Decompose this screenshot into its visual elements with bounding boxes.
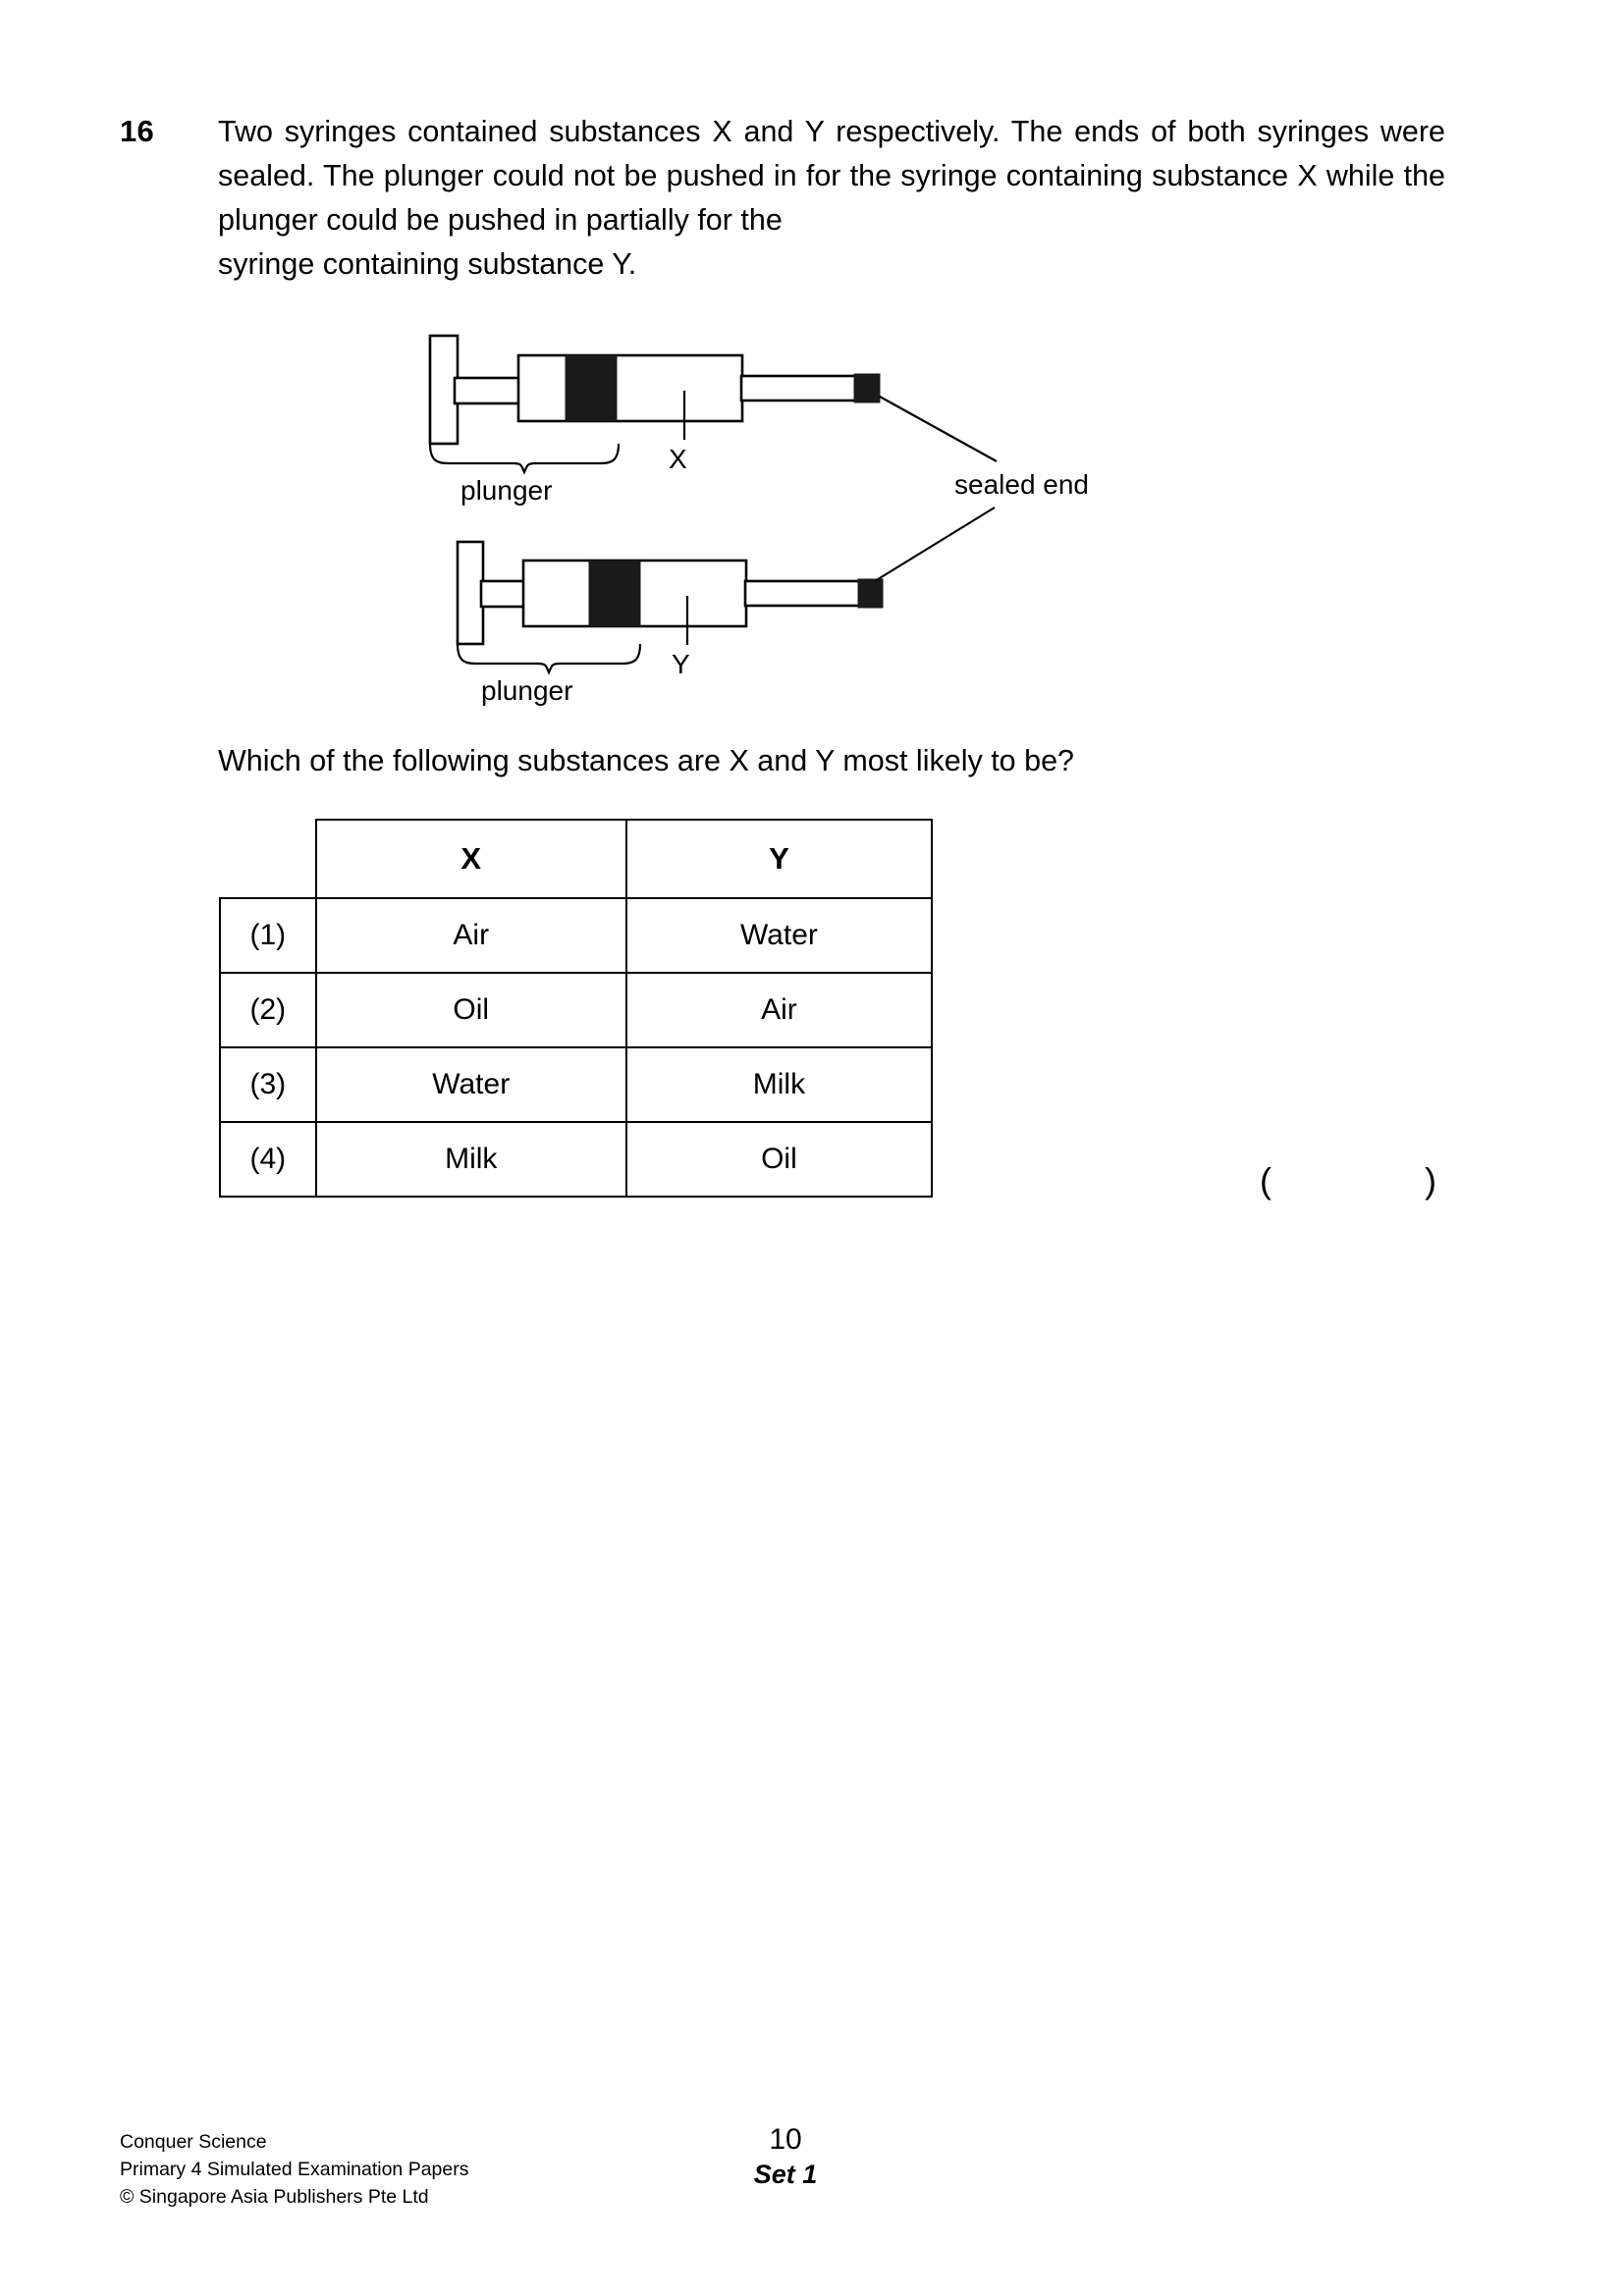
footer-line-3: © Singapore Asia Publishers Pte Ltd [120,2186,429,2208]
table-row[interactable] [220,1122,932,1197]
table-row[interactable] [220,898,932,973]
footer-line-2: Primary 4 Simulated Examination Papers [120,2159,469,2180]
piston-stopper-2 [589,561,640,626]
option-index-1: (1) [220,898,316,973]
header-cell-x: X [316,820,626,898]
set-label: Set 1 [753,2160,818,2189]
plunger-brace-1 [430,444,619,472]
header-cell-y: Y [626,820,932,898]
syringe-2 [458,507,995,672]
footer-line-1: Conquer Science [120,2131,267,2153]
footer-publisher-info [120,2128,469,2211]
option-1-y: Water [626,898,932,973]
option-4-x: Milk [316,1122,626,1197]
plunger-brace-2 [458,644,640,672]
syringe-1 [430,336,997,472]
table-row[interactable] [220,973,932,1047]
syringe-nozzle-1 [741,376,856,400]
sub-question-text: Which of the following substances are X and Y most likely to be? [218,744,1074,777]
answer-bracket-close: ) [1425,1160,1436,1201]
sealed-end-leader-1 [880,397,997,461]
option-3-y: Milk [626,1047,932,1122]
option-index-4: (4) [220,1122,316,1197]
table-row[interactable] [220,1047,932,1122]
answer-bracket-open: ( [1260,1160,1271,1201]
plunger-rod-2 [481,581,591,607]
page-number: 10 [769,2123,802,2156]
sealed-end-cap-1 [854,374,880,402]
question-last-line: syringe containing substance Y. [218,247,637,281]
sealed-end-cap-2 [858,579,883,608]
substance-label-y: Y [672,649,690,679]
footer-page-info [687,2122,884,2191]
plunger-flange-1 [430,336,458,444]
option-2-x: Oil [316,973,626,1047]
question-number: 16 [120,114,154,148]
question-text [218,110,1445,287]
syringe-barrel-2 [523,561,746,626]
sealed-end-leader-2 [875,507,995,581]
option-3-x: Water [316,1047,626,1122]
option-index-3: (3) [220,1047,316,1122]
table-header-row [220,820,932,898]
piston-stopper-1 [566,355,617,421]
syringe-barrel-1 [518,355,742,421]
plunger-label-1: plunger [460,475,553,506]
option-4-y: Oil [626,1122,932,1197]
syringe-nozzle-2 [745,581,859,606]
header-blank-cell [220,820,316,898]
options-table [219,819,933,1198]
plunger-flange-2 [458,542,483,644]
plunger-label-2: plunger [481,675,573,706]
option-index-2: (2) [220,973,316,1047]
plunger-rod-1 [455,378,568,403]
question-body: Two syringes contained substances X and Y respectively. The ends of both syringes were sealed. The plunger could not be pushed in for the syringe containing substance X while the plunger could be pushed in partially for the [218,115,1445,237]
option-1-x: Air [316,898,626,973]
answer-bracket[interactable] [1260,1160,1436,1201]
sealed-end-label: sealed end [954,469,1090,500]
option-2-y: Air [626,973,932,1047]
substance-label-x: X [669,444,687,474]
